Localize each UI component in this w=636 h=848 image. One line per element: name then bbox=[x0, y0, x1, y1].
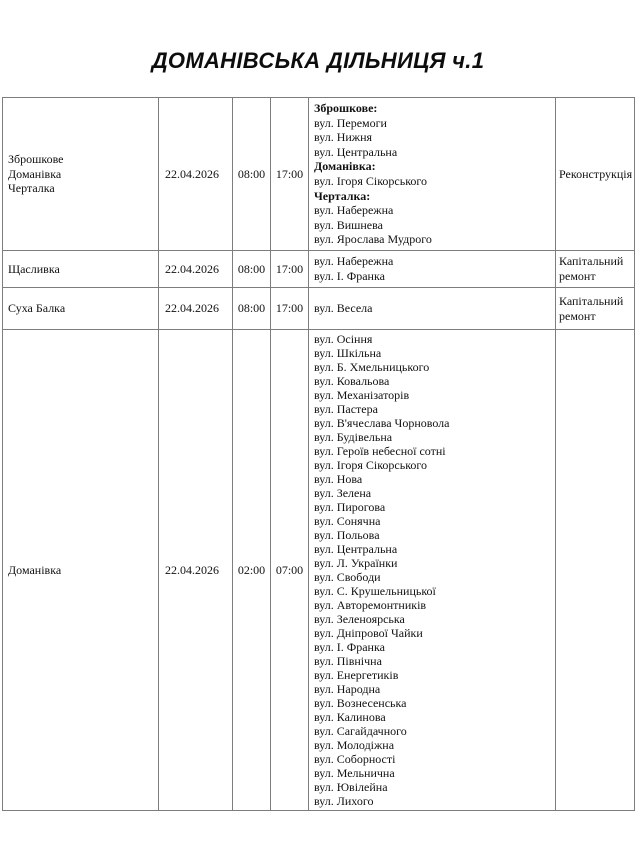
location-line: Доманівка bbox=[8, 562, 62, 577]
street-line: вул. Ковальова bbox=[314, 374, 390, 388]
street-line: вул. Б. Хмельницького bbox=[314, 360, 430, 374]
end-time-cell: 17:00 bbox=[271, 98, 309, 251]
location-line: Черталка bbox=[8, 181, 55, 196]
street-line: вул. Нова bbox=[314, 472, 363, 486]
street-line: вул. Молодіжна bbox=[314, 738, 395, 752]
street-line: вул. Осіння bbox=[314, 332, 373, 346]
street-line: вул. Польова bbox=[314, 528, 380, 542]
street-line: вул. Енергетиків bbox=[314, 668, 399, 682]
end-time-cell: 17:00 bbox=[271, 288, 309, 330]
street-line: вул. Лихого bbox=[314, 794, 374, 808]
street-line: вул. Героїв небесної сотні bbox=[314, 444, 446, 458]
street-line: вул. Сонячна bbox=[314, 514, 381, 528]
start-time-cell: 08:00 bbox=[233, 288, 271, 330]
street-line: вул. Центральна bbox=[314, 542, 398, 556]
streets-cell bbox=[309, 288, 556, 330]
streets-cell bbox=[309, 98, 556, 251]
street-line: вул. Ювілейна bbox=[314, 780, 388, 794]
street-line: вул. Ігоря Сікорського bbox=[314, 458, 428, 472]
street-line: вул. І. Франка bbox=[314, 269, 385, 283]
start-time-cell: 02:00 bbox=[233, 330, 271, 811]
street-line: вул. Вишнева bbox=[314, 217, 383, 232]
street-line: вул. І. Франка bbox=[314, 640, 385, 654]
date-cell: 22.04.2026 bbox=[159, 98, 233, 251]
street-line: вул. Ігоря Сікорського bbox=[314, 174, 428, 188]
date-cell: 22.04.2026 bbox=[159, 251, 233, 288]
date-cell: 22.04.2026 bbox=[159, 330, 233, 811]
street-line: вул. Нижня bbox=[314, 130, 373, 145]
end-time-cell: 17:00 bbox=[271, 251, 309, 288]
street-line: вул. Ярослава Мудрого bbox=[314, 232, 432, 247]
street-line: вул. Будівельна bbox=[314, 430, 393, 444]
street-line: вул. С. Крушельницької bbox=[314, 584, 436, 598]
end-time-cell: 07:00 bbox=[271, 330, 309, 811]
street-line: Доманівка: bbox=[314, 159, 376, 174]
street-line: вул. Набережна bbox=[314, 203, 394, 218]
work-type-cell: Реконструкція bbox=[556, 98, 635, 251]
street-line: вул. Калинова bbox=[314, 710, 386, 724]
street-line: Зброшкове: bbox=[314, 101, 378, 116]
street-line: вул. Пирогова bbox=[314, 500, 386, 514]
work-type-cell bbox=[556, 330, 635, 811]
work-type-cell: Капітальний ремонт bbox=[556, 288, 635, 330]
start-time-cell: 08:00 bbox=[233, 251, 271, 288]
street-line: вул. Л. Українки bbox=[314, 556, 398, 570]
street-line: вул. Соборності bbox=[314, 752, 396, 766]
locations-cell bbox=[3, 330, 159, 811]
street-line: вул. Весела bbox=[314, 301, 373, 316]
table-row bbox=[3, 98, 635, 251]
location-line: Доманівка bbox=[8, 166, 62, 181]
table-row bbox=[3, 330, 635, 811]
page-title: ДОМАНІВСЬКА ДІЛЬНИЦЯ ч.1 bbox=[151, 48, 485, 73]
street-line: вул. Перемоги bbox=[314, 115, 387, 130]
street-line: вул. Набережна bbox=[314, 254, 394, 269]
location-line: Суха Балка bbox=[8, 301, 66, 316]
table-row bbox=[3, 288, 635, 330]
work-type-cell: Капітальний ремонт bbox=[556, 251, 635, 288]
street-line: вул. Вознесенська bbox=[314, 696, 407, 710]
start-time-cell: 08:00 bbox=[233, 98, 271, 251]
street-line: вул. Північна bbox=[314, 654, 382, 668]
street-line: вул. Пастера bbox=[314, 402, 378, 416]
street-line: вул. Механізаторів bbox=[314, 388, 410, 402]
locations-cell bbox=[3, 98, 159, 251]
locations-cell bbox=[3, 288, 159, 330]
location-line: Зброшкове bbox=[8, 152, 64, 167]
street-line: вул. Народна bbox=[314, 682, 381, 696]
street-line: вул. Шкільна bbox=[314, 346, 382, 360]
street-line: вул. Свободи bbox=[314, 570, 381, 584]
street-line: вул. Авторемонтників bbox=[314, 598, 427, 612]
table-row bbox=[3, 251, 635, 288]
locations-cell bbox=[3, 251, 159, 288]
streets-cell bbox=[309, 330, 556, 811]
date-cell: 22.04.2026 bbox=[159, 288, 233, 330]
street-line: вул. Мельнична bbox=[314, 766, 395, 780]
schedule-table bbox=[2, 97, 635, 811]
streets-cell bbox=[309, 251, 556, 288]
street-line: вул. Сагайдачного bbox=[314, 724, 407, 738]
street-line: вул. В'ячеслава Чорновола bbox=[314, 416, 450, 430]
street-line: вул. Центральна bbox=[314, 144, 398, 159]
street-line: вул. Дніпрової Чайки bbox=[314, 626, 423, 640]
street-line: вул. Зелена bbox=[314, 486, 372, 500]
street-line: вул. Зеленоярська bbox=[314, 612, 405, 626]
location-line: Щасливка bbox=[8, 261, 60, 276]
street-line: Черталка: bbox=[314, 188, 371, 203]
